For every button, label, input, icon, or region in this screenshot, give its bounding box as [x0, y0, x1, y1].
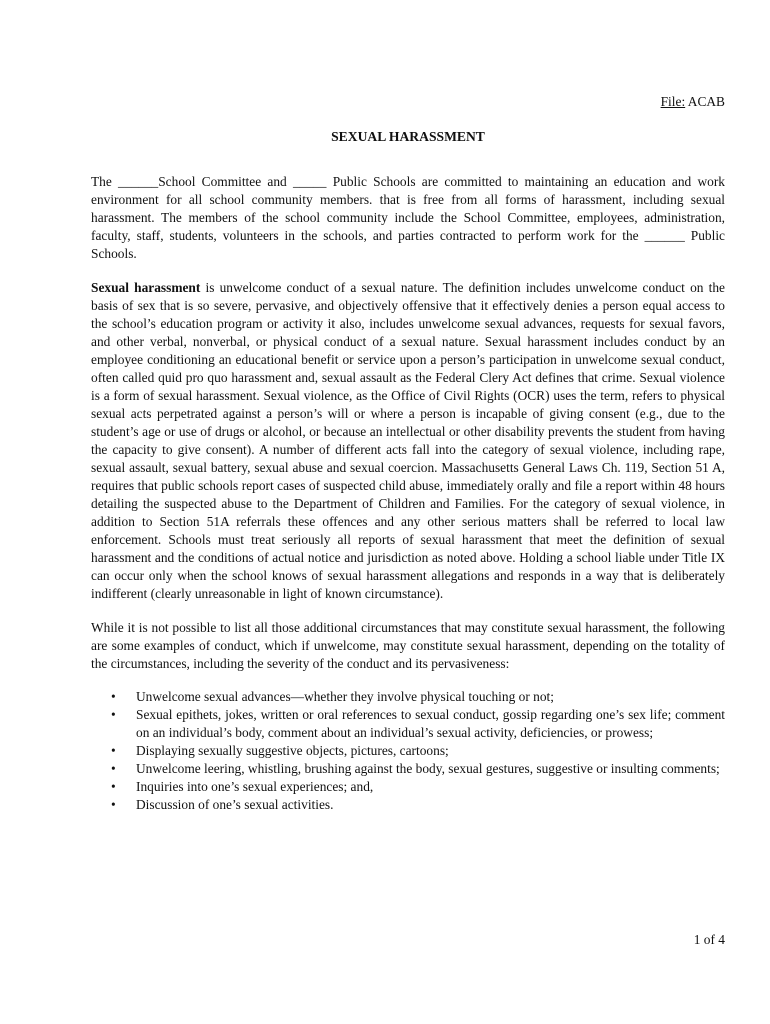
definition-term: Sexual harassment [91, 280, 201, 295]
intro-paragraph: The ______School Committee and _____ Public Schools are committed to maintaining an education and work environment for all school community members. that is free from all forms of harassment, including sexual harassment. The members of the school community include the School Committee, employees, administration, faculty, staff, students, volunteers in the schools, and parties contracted to perform work for the ______ Public Schools. [91, 174, 725, 261]
list-item [91, 706, 725, 742]
bullet-icon: • [111, 761, 116, 776]
list-item-text: Inquiries into one’s sexual experiences; and, [136, 779, 374, 794]
bullet-icon: • [111, 689, 116, 704]
list-item-text: Unwelcome leering, whistling, brushing against the body, sexual gestures, suggestive or insulting comments; [136, 761, 720, 776]
bullet-icon: • [111, 779, 116, 794]
definition-paragraph [91, 279, 725, 603]
list-item-text: Unwelcome sexual advances—whether they involve physical touching or not; [136, 689, 554, 704]
file-code: ACAB [687, 94, 725, 109]
file-reference [91, 93, 725, 111]
list-item [91, 778, 725, 796]
examples-list [91, 688, 725, 814]
file-label: File: [660, 94, 686, 109]
list-item [91, 688, 725, 706]
list-item-text: Discussion of one’s sexual activities. [136, 797, 334, 812]
list-item-text: Displaying sexually suggestive objects, pictures, cartoons; [136, 743, 449, 758]
bullet-icon: • [111, 707, 116, 722]
list-item [91, 796, 725, 814]
bullet-icon: • [111, 743, 116, 758]
document-title: SEXUAL HARASSMENT [331, 129, 485, 144]
list-item [91, 742, 725, 760]
document-body [91, 93, 725, 814]
bullet-icon: • [111, 797, 116, 812]
list-item [91, 760, 725, 778]
list-item-text: Sexual epithets, jokes, written or oral references to sexual conduct, gossip regarding one’s sex life; comment on an individual’s body, comment about an individual’s sexual activity, deficiencies, or prowess; [136, 707, 725, 740]
page-number: 1 of 4 [693, 932, 725, 947]
examples-intro-paragraph: While it is not possible to list all those additional circumstances that may constitute sexual harassment, the following are some examples of conduct, which if unwelcome, may constitute sexual harassment, depending on the totality of the circumstances, including the severity of the conduct and its pervasiveness: [91, 620, 725, 671]
definition-text: is unwelcome conduct of a sexual nature. The definition includes unwelcome conduct on the basis of sex that is so severe, pervasive, and objectively offensive that it effectively denies a person equal access to the school’s education program or activity it also, includes unwelcome sexual advances, requests for sexual favors, and other verbal, nonverbal, or physical conduct of a sexual nature. Sexual harassment includes conduct by an employee conditioning an educational benefit or service upon a person’s participation in unwelcome sexual conduct, often called quid pro quo harassment and, sexual assault as the Federal Clery Act defines that crime. Sexual violence is a form of sexual harassment. Sexual violence, as the Office of Civil Rights (OCR) uses the term, refers to physical sexual acts perpetrated against a person’s will or where a person is incapable of giving consent (e.g., due to the student’s age or use of drugs or alcohol, or because an intellectual or other disability prevents the student from having the capacity to give consent). A number of different acts fall into the category of sexual violence, including rape, sexual assault, sexual battery, sexual abuse and sexual coercion. Massachusetts General Laws Ch. 119, Section 51 A, requires that public schools report cases of suspected child abuse, immediately orally and file a report within 48 hours detailing the suspected abuse to the Department of Children and Families. For the category of sexual violence, in addition to Section 51A referrals these offences and any other serious matters shall be referred to local law enforcement. Schools must treat seriously all reports of sexual harassment that meet the definition of sexual harassment and the conditions of actual notice and jurisdiction as noted above. Holding a school liable under Title IX can occur only when the school knows of sexual harassment allegations and responds in a way that is deliberately indifferent (clearly unreasonable in light of known circumstance). [91, 280, 725, 601]
